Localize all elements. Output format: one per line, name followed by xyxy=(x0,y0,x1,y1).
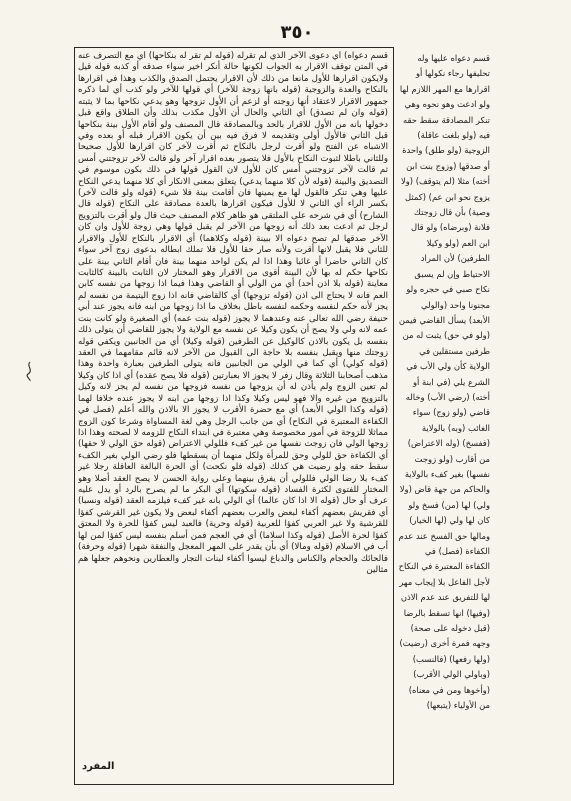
commentary-paragraph: قسم دعواه) أي دعوى الآخر الذي لم تقرله (قوله لم تقر له بنكاحها) أي مع التصرف عنه في المتن توقف الاقرار به الجواب لكونها حالة أنكر اخير سواء صدقه أو كذبه قوله قيل ولايكون اقرارها للأول مانعا من ذلك لأن الاقرار يحتمل الصدق والكذب وهذا في اقرارها بالنكاح والعدة والزوجية (قوله بانها زوجة للآخر) أي قولها للآخر ولو كذب أي لما ذكره جمهور الاقرار لاعتقاد أنها زوجته أو لزعم أن الأول تزوجها وهو يدعي نكاحها بما لا يثبته (قوله وان لم تصدق) أي الثاني والحال أن الأول مكذب بذلك وأن الطلاق واقع قبل دخولها بانه من الأول للاقرار بالحد وبالمصادقة قال المصنف ولو أقام الأول بينة بنكاحها قبل الثاني فالأول أولى وتقديمه لا فرق فيه بين أن يكون الاقرار قبله أو بعده وفي الاشباه عن الفتح ولو أقرت لرجل بالنكاح ثم أقرت لآخر كان اقرارها للأول صحيحا وللثاني باطلا لثبوت النكاح بالأول فلا يتصور بعده اقرار آخر ولو قالت لآخر تزوجتني أمس ثم قالت لآخر تزوجتني أمس كان للأول لان القول قولها في ذلك بكون موسوم في التصديق والبينة (قوله لأن كلا منهما يدعي) يتعلق بمعنى الانكار أي كلا منهما يدعي النكاح عليها وهي تنكر فالقول لها مع يمينها فان أقامت بينة فلا شيء (قوله ولو قالت لآخر) بكسر الراء أي الثاني لا للأول فيكون اقرارها بالعدة مصادقة على النكاح (قوله قال الشارح) أي في شرحه على الملتقى هو ظاهر كلام المصنف حيث قال ولو أقرت بالتزويج لرجل ثم ادعت بعد ذلك أنه زوجها من الآخر لم يقبل قولها وهي زوجة للأول وان كان الآخر صدقها لم تصح دعواه الا ببينة (قوله وكلاهما) أي الاقرار بالنكاح للأول والاقرار للثاني فلا يقبل لانها أقرت ولأنه صار حقا للأول فلا تملك ابطاله بدعوى زوج آخر سواء كان الثاني حاضرا أو غائبا وهذا اذا لم يكن لواحد منهما بينة فان أقام الثاني بينة على نكاحها حكم له بها لأن البينة أقوى من الاقرار وهو المختار لان الثابت بالبينة كالثابت معاينة (قوله بلا اذن أحد) أي من الولي أو القاضي وهذا فيما اذا زوجها من نفسه كابن العم فانه لا يحتاج الى اذن (قوله تزوجها) أي كالقاضي فانه اذا زوج اليتيمة من نفسه لم يجز لأنه حكم لنفسه وحكمه لنفسه باطل بخلاف ما اذا زوجها من ابنه فانه يجوز عند أبي حنيفة رضي الله تعالى عنه وعندهما لا يجوز (قوله بنت عمه) أي الصغيرة ولو كانت بنت عمه لانه ولي ولا يصح أن يكون وكيلا عن نفسه مع الولاية ولا يجوز للقاضي أن يتولى ذلك بنفسه بل يكون بالاذن كالوكيل عن الطرفين (قوله وكيلا) أي من الجانبين ويكفي قوله زوجتك منها ويقبل بنفسه بلا حاجة الى القبول من الآخر لانه قائم مقامهما في العقد (قوله كولي) أي كما في الولي من الجانبين فانه يتولى الطرفين بعبارة واحدة وهذا مذهب أصحابنا الثلاثة وقال زفر لا يجوز الا بعبارتين (قوله فلا يصح عقده) أي اذا كان وكيلا لم تعين الزوج ولم يأذن له أن يزوجها من نفسه فزوجها من نفسه لم يجز لانه وكيل بالتزويج من غيره والا فهو ليس وكيلا وكذا اذا زوجها من ابنه لا يجوز عنده خلافا لهما (قوله وكذا الولي الأبعد) أي مع حضرة الأقرب لا يجوز الا بالاذن والله أعلم (فصل في الكفاءة المعتبرة في النكاح) أي من جانب الرجل وهي لغة المساواة وشرعا كون الزوج مماثلا للزوجة في أمور مخصوصة وهي معتبرة في ابتداء النكاح للزومه لا لصحته وهذا اذا زوجها الولي فان زوجت نفسها من غير كفء فللولي الاعتراض (قوله حق الولي لا حقها) أي الكفاءة حق للولي وحق للمرأة ولكل منهما أن يسقطها فلو رضي الولي بغير الكفء سقط حقه ولو رضيت هي كذلك (قوله فلو نكحت) أي الحرة البالغة العاقلة رجلا غير كفء بلا رضا الولي فللولي أن يفرق بينهما وعلى رواية الحسن لا يصح العقد أصلا وهو المختار للفتوى لكثرة الفساد (قوله سكوتها) أي البكر ما لم يصرح بالرد أو يدل عليه عرف أو حال (قوله الا اذا كان عالما) أي الولي بانه غير كفء فيلزمه العقد (قوله ونسبا) أي فقريش بعضهم أكفاء لبعض والعرب بعضهم أكفاء لبعض ولا يكون غير القرشي كفؤا للقرشية ولا غير العربي كفؤا للعربية (قوله وحرية) فالعبد ليس كفؤا للحرة ولا المعتق كفؤا لحرة الأصل (قوله وكذا اسلاما) أي في العجم فمن أسلم بنفسه ليس كفؤا لمن لها أب في الاسلام (قوله ومالا) أي بأن يقدر على المهر المعجل والنفقة شهرا (قوله وحرفة) فالحائك والحجام والكناس والدباغ ليسوا أكفاء لبنات التجار والعطارين ونحوهم جعلها هم مثالين xyxy=(78,51,388,575)
catchword: المفرد xyxy=(82,761,115,772)
commentary-text-column xyxy=(78,51,388,761)
margin-paragraph: قسم دعواه عليها وله تحليفها رجاء نكولها أو اقرارها مع المهر اللازم لها ولو ادعت وهو نحوه وهي تنكر المصادقة سقط حقه فيه (ولو بلغت عاقلة) الزوجية (ولو طلق) واحدة أو صدقها (وزوج بنت ابن أخته) مثلا (لم يتوقف) (ولا يزوج نحو ابن عم) (كمثل وصية) بأن قال زوجتك فلانة (وبرضاه) ولو قال ابن العم (ولو وكيلا الطرفين) لأن المراد الاحتياط وإن لم يسبق نكاح صبي في حجره ولو مجنونا واحد (والولي الأبعد) يسأل القاضي فيمن (ولو في حق) يثبت له من طرفين مستقلين في الولاية كأن ولي الأب في الشرع يلي (في ابنة أو أخته) (رضي الأب) وخاله قاضي (ولو زوج) سواء الغائب (وبه) بالولاية (ففسخ) (وله الاعتراض) من أقارب (ولو زوجت نفسها) بغير كفء بالولاية والحاكم من جهة قاض (ولا ولي) لها (من) فسخ ولو كان لها ولي (لها الخيار) ومالها حق الفسخ عند عدم الكفاءة (فصل) في الكفاءة المعتبرة في النكاح لأجل الفاعل بلا إيجاب مهر لها للتفريق عند عدم الاذن (وفيها) انها تسقط بالرضا (قبل دخوله على صحة) وجهه فمرة أخرى (رضيت) (ولها رفعها) (فالنسب) (وباولي الولي الأقرب) (وأخوها ومن في معناه) من الأولياء (يتبعها) xyxy=(398,53,490,711)
page-number: ٣٥٠ xyxy=(280,22,314,43)
margin-text-column xyxy=(398,51,490,713)
margin-ink-mark xyxy=(22,360,38,382)
